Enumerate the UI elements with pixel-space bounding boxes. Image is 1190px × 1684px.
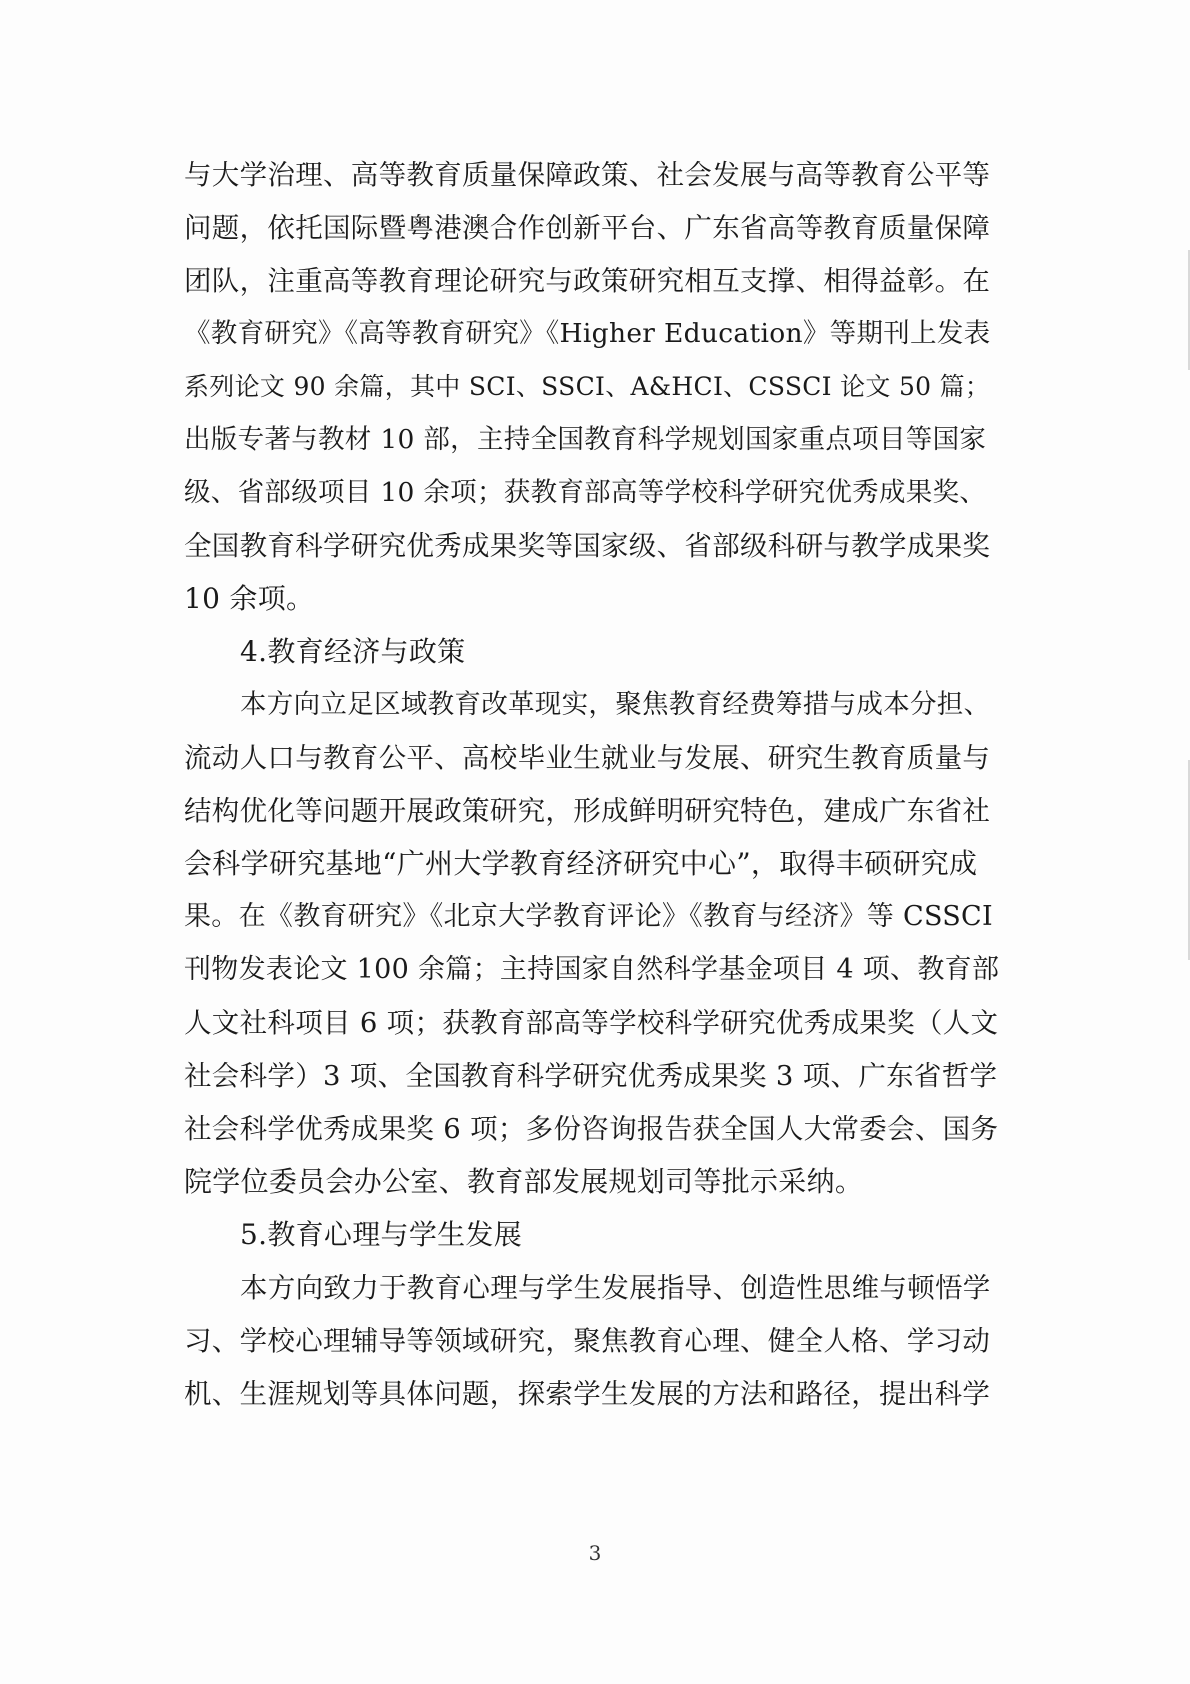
text-line: 果。在《教育研究》《北京大学教育评论》《教育与经济》等 CSSCI bbox=[184, 901, 993, 932]
text-line: 10 余项。 bbox=[184, 582, 315, 615]
text-line: 人文社科项目 6 项；获教育部高等学校科学研究优秀成果奖（人文 bbox=[184, 1007, 999, 1039]
text-line: 出版专著与教材 10 部，主持全国教育科学规划国家重点项目等国家 bbox=[184, 424, 987, 455]
text-line: 社会科学优秀成果奖 6 项；多份咨询报告获全国人大常委会、国务 bbox=[184, 1113, 999, 1145]
text-line: 会科学研究基地“广州大学教育经济研究中心”，取得丰硕研究成 bbox=[184, 847, 978, 880]
text-line: 系列论文 90 余篇，其中 SCI、SSCI、A&HCI、CSSCI 论文 50 篇； bbox=[184, 372, 991, 401]
text-line: 机、生涯规划等具体问题，探索学生发展的方法和路径，提出科学 bbox=[184, 1378, 991, 1410]
section-heading: 5.教育心理与学生发展 bbox=[240, 1218, 523, 1251]
text-line: 全国教育科学研究优秀成果奖等国家级、省部级科研与教学成果奖 bbox=[184, 530, 991, 562]
text-line: 习、学校心理辅导等领域研究，聚焦教育心理、健全人格、学习动 bbox=[184, 1325, 991, 1357]
text-line: 本方向立足区域教育改革现实，聚焦教育经费筹措与成本分担、 bbox=[240, 689, 991, 720]
text-line: 社会科学）3 项、全国教育科学研究优秀成果奖 3 项、广东省哲学 bbox=[184, 1060, 998, 1092]
text-line: 《教育研究》《高等教育研究》《Higher Education》等期刊上发表 bbox=[184, 318, 991, 349]
text-line: 刊物发表论文 100 余篇；主持国家自然科学基金项目 4 项、教育部 bbox=[184, 954, 1000, 985]
text-line: 院学位委员会办公室、教育部发展规划司等批示采纳。 bbox=[184, 1165, 864, 1198]
text-line: 结构优化等问题开展政策研究，形成鲜明研究特色，建成广东省社 bbox=[184, 795, 991, 827]
text-line: 团队，注重高等教育理论研究与政策研究相互支撑、相得益彰。在 bbox=[184, 265, 991, 297]
text-line: 本方向致力于教育心理与学生发展指导、创造性思维与顿悟学 bbox=[240, 1272, 991, 1304]
text-line: 问题，依托国际暨粤港澳合作创新平台、广东省高等教育质量保障 bbox=[184, 212, 991, 244]
section-heading: 4.教育经济与政策 bbox=[240, 635, 466, 668]
text-line: 级、省部级项目 10 余项；获教育部高等学校科学研究优秀成果奖、 bbox=[184, 477, 987, 508]
text-line: 流动人口与教育公平、高校毕业生就业与发展、研究生教育质量与 bbox=[184, 742, 991, 774]
page-number: 3 bbox=[588, 1541, 602, 1565]
text-line: 与大学治理、高等教育质量保障政策、社会发展与高等教育公平等 bbox=[184, 159, 991, 191]
